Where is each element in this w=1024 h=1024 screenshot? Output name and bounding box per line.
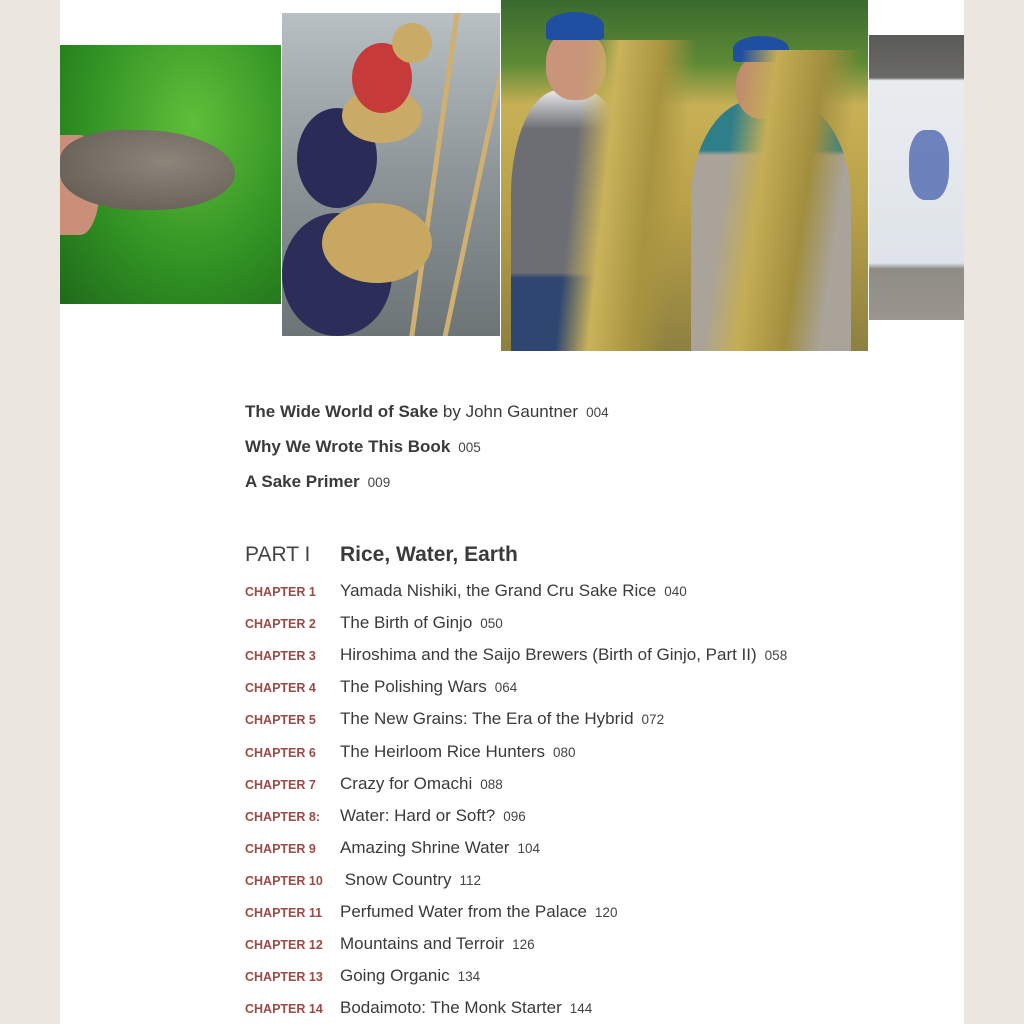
chapter-title-text: The Heirloom Rice Hunters: [340, 741, 546, 761]
chapter-title: [340, 742, 576, 762]
page-number: 088: [480, 776, 503, 792]
chapter-label: CHAPTER 11: [245, 906, 323, 920]
chapter-title-text: Yamada Nishiki, the Grand Cru Sake Rice: [340, 581, 657, 600]
chapter-title: [340, 966, 480, 986]
page-number: 009: [367, 475, 391, 490]
chapter-title-text: Hiroshima and the Saijo Brewers (Birth of Ginjo, Part II): [340, 645, 757, 665]
page-number: 064: [494, 680, 518, 696]
chapter-title-text: The Birth of Ginjo: [340, 613, 473, 633]
chapter-label: CHAPTER 3: [245, 649, 316, 664]
part-label: PART I: [245, 543, 311, 566]
page-number: 112: [459, 872, 482, 888]
chapter-title-text: Amazing Shrine Water: [340, 837, 510, 857]
chapter-title-text: Snow Country: [340, 869, 452, 889]
toc-entry-why-we-wrote[interactable]: Why We Wrote This Book 005: [245, 437, 481, 456]
page-number: 072: [641, 712, 665, 728]
chapter-title: [340, 934, 535, 954]
chapter-title: [340, 581, 687, 601]
page-number: 144: [569, 1001, 593, 1017]
chapter-title-text: Mountains and Terroir: [340, 934, 505, 954]
chapter-label: CHAPTER 7: [245, 777, 316, 792]
toc-entry-sake-primer[interactable]: A Sake Primer 009: [245, 472, 391, 491]
page-number: 005: [458, 440, 481, 455]
chapter-title: [340, 806, 526, 826]
chapter-title: [340, 645, 787, 665]
chapter-label: CHAPTER 6: [245, 745, 316, 760]
page-number: 096: [503, 808, 526, 824]
chapter-label: CHAPTER 13: [245, 970, 323, 985]
chapter-title: [340, 998, 592, 1018]
chapter-title-text: The New Grains: The Era of the Hybrid: [340, 709, 634, 729]
chapter-label: CHAPTER 12: [245, 938, 323, 953]
chapter-label: CHAPTER 5: [245, 713, 316, 728]
chapter-title-text: Going Organic: [340, 966, 450, 986]
photo-farmers-holding-rice: [501, 0, 868, 351]
chapter-label: CHAPTER 4: [245, 681, 316, 696]
chapter-label: CHAPTER 10: [245, 873, 323, 888]
chapter-title: [340, 613, 503, 633]
page-number: 120: [594, 905, 618, 920]
chapter-label: CHAPTER 8:: [245, 809, 321, 824]
page-number: 050: [480, 616, 503, 632]
chapter-title-text: Bodaimoto: The Monk Starter: [340, 998, 562, 1018]
page-number: 080: [553, 744, 576, 760]
chapter-label: CHAPTER 14: [245, 1002, 323, 1017]
chapter-title: [340, 774, 503, 794]
page-number: 126: [512, 937, 535, 953]
chapter-title: [340, 870, 481, 890]
page-number: 134: [457, 969, 481, 985]
chapter-title-text: Crazy for Omachi: [340, 773, 473, 793]
chapter-title: [340, 677, 517, 697]
chapter-label: CHAPTER 2: [245, 617, 316, 632]
chapter-label: CHAPTER 1: [245, 585, 316, 599]
photo-porcelain-sake-vessel: [869, 35, 964, 320]
part-title: Rice, Water, Earth: [340, 543, 518, 566]
chapter-label: CHAPTER 9: [245, 841, 316, 856]
chapter-title: [340, 902, 617, 922]
page-number: 004: [586, 405, 609, 420]
chapter-title-text: The Polishing Wars: [340, 677, 487, 697]
toc-entry-wide-world[interactable]: The Wide World of Sake by John Gauntner 004: [245, 402, 609, 421]
chapter-title-text: Water: Hard or Soft?: [340, 805, 496, 825]
page-number: 104: [517, 840, 540, 856]
chapter-title-text: Perfumed Water from the Palace: [340, 902, 587, 921]
photo-rice-planting-workers: [282, 13, 500, 336]
page-number: 058: [764, 648, 788, 664]
page-number: 040: [664, 584, 687, 599]
chapter-title: [340, 838, 540, 858]
photo-hand-holding-mud: [60, 45, 281, 304]
chapter-title: [340, 709, 664, 729]
